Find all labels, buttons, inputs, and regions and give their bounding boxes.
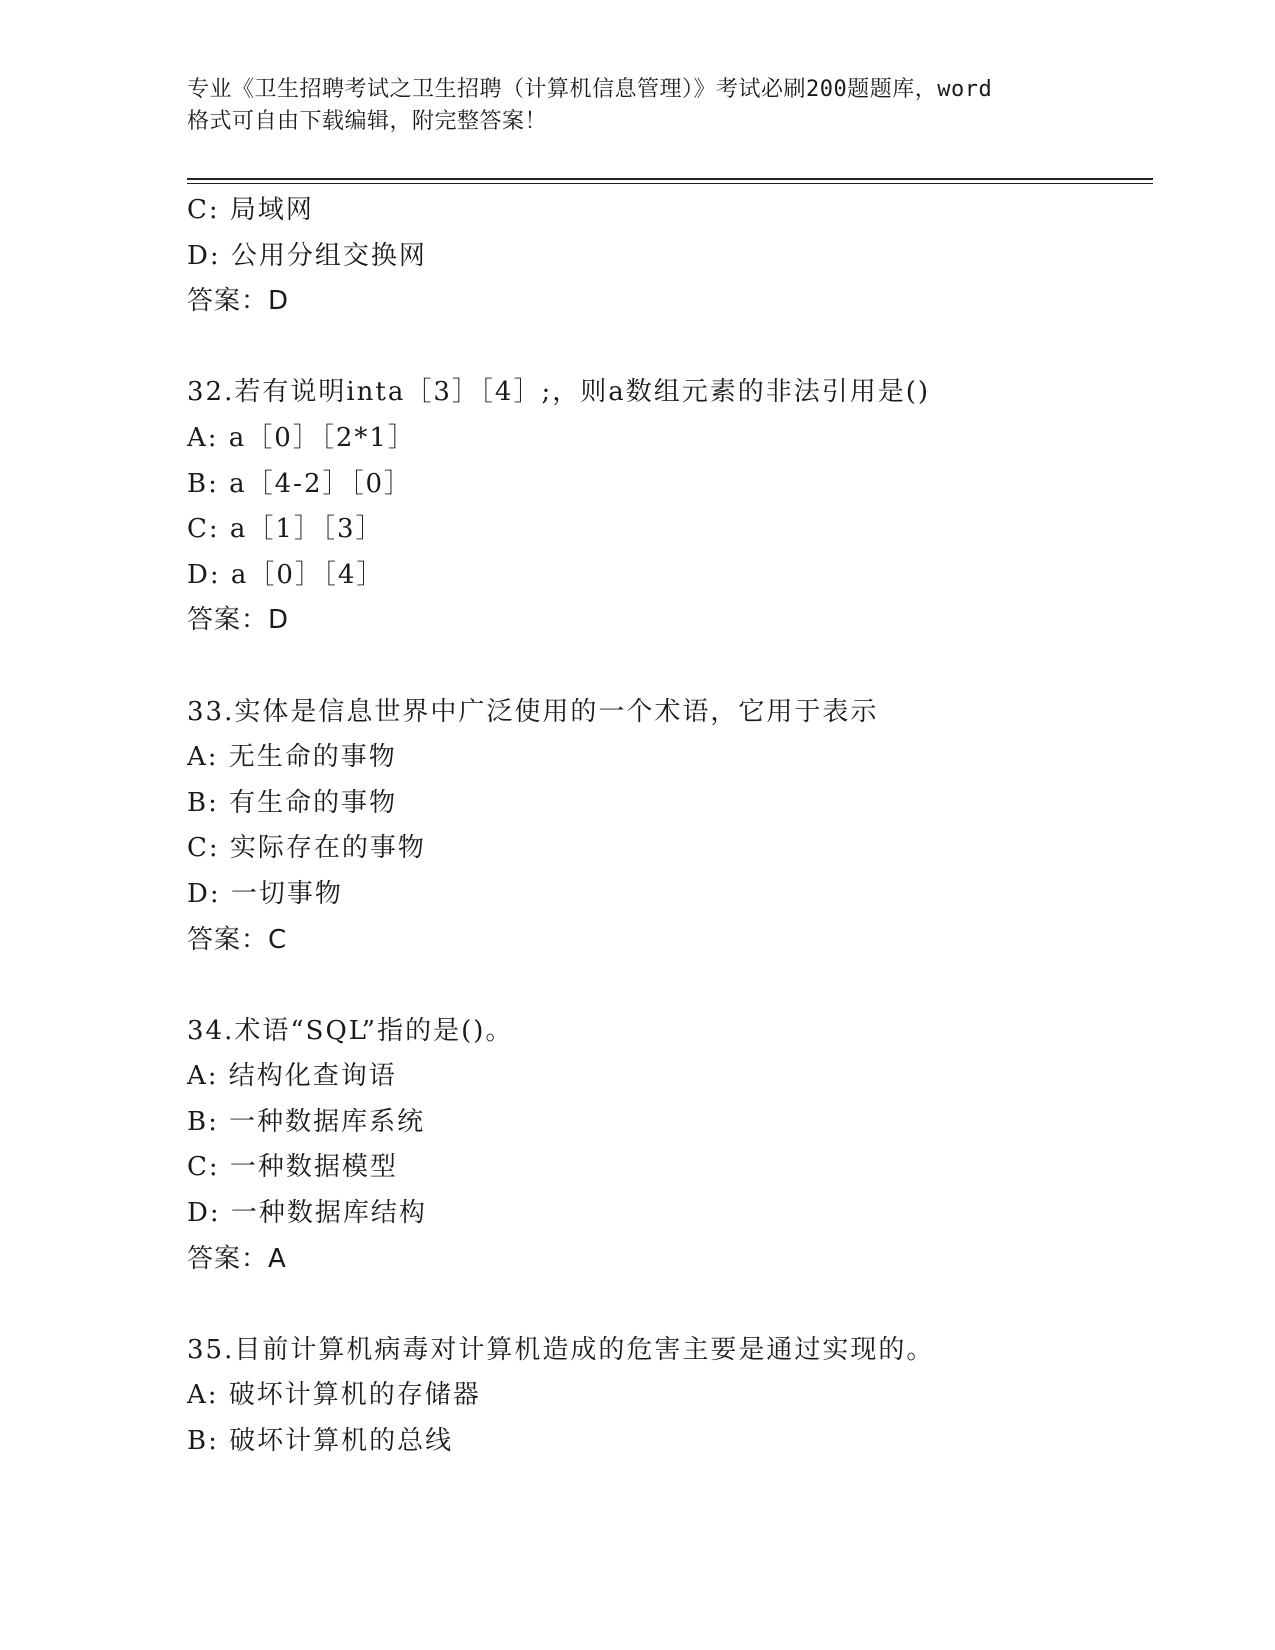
option-b: B: 有生命的事物 [187,787,398,818]
header-line-1: 专业《卫生招聘考试之卫生招聘（计算机信息管理）》考试必刷200题题库，word [187,77,993,102]
answer-line: 答案：D [187,286,290,317]
option-a: A: a［0］［2*1］ [187,422,416,453]
option-b: B: 破坏计算机的总线 [187,1426,454,1457]
question-block-33 [187,690,1147,964]
option-c: C: 局域网 [187,195,314,225]
option-d: D: a［0］［4］ [187,559,385,590]
option-d: D: 一种数据库结构 [187,1198,427,1229]
spacer [187,325,1147,371]
header-line-2: 格式可自由下载编辑，附完整答案！ [187,109,548,134]
header-divider-thick [187,178,1153,180]
question-text: 35.目前计算机病毒对计算机造成的危害主要是通过实现的。 [187,1334,935,1365]
question-block-prev [187,188,1147,325]
option-a: A: 无生命的事物 [187,742,397,773]
answer-line: 答案：C [187,924,288,955]
answer-line: 答案：D [187,605,290,636]
option-d: D: 公用分组交换网 [187,240,427,271]
question-block-34 [187,1009,1147,1283]
question-text: 34.术语“SQL”指的是()。 [187,1015,514,1046]
question-block-32 [187,370,1147,644]
option-a: A: 破坏计算机的存储器 [187,1380,481,1411]
option-b: B: a［4-2］［0］ [187,468,413,499]
option-c: C: 一种数据模型 [187,1152,398,1183]
question-text: 33.实体是信息世界中广泛使用的一个术语，它用于表示 [187,696,879,727]
answer-line: 答案：A [187,1243,287,1274]
option-c: C: a［1］［3］ [187,514,384,545]
header-divider-thin [187,183,1153,184]
option-b: B: 一种数据库系统 [187,1106,426,1137]
spacer [187,1282,1147,1328]
option-c: C: 实际存在的事物 [187,833,426,864]
document-header [187,74,1087,138]
spacer [187,644,1147,690]
option-d: D: 一切事物 [187,878,343,909]
option-a: A: 结构化查询语 [187,1061,397,1092]
question-list [187,188,1147,1465]
spacer [187,963,1147,1009]
question-block-35 [187,1328,1147,1465]
question-text: 32.若有说明inta［3］［4］;，则a数组元素的非法引用是() [187,377,930,408]
